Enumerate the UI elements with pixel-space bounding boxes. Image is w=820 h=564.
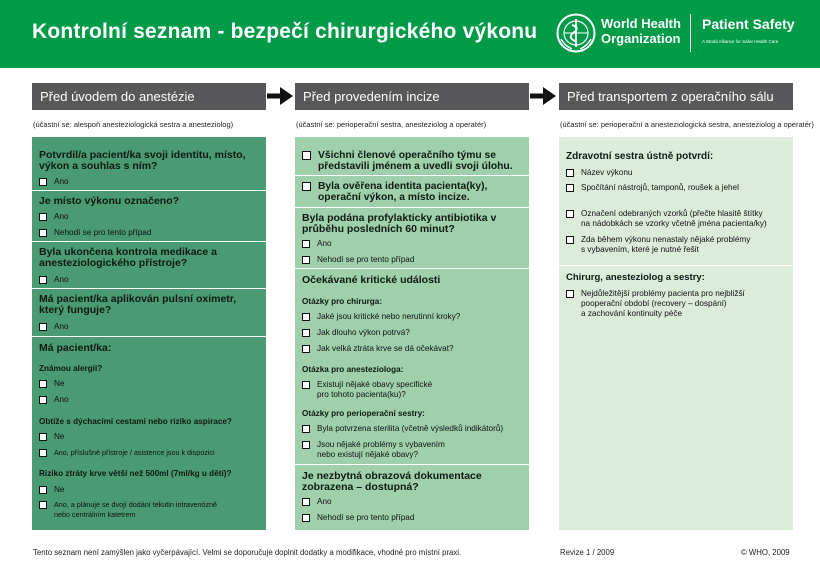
divider bbox=[295, 207, 529, 208]
option-allergy-no[interactable]: Ne bbox=[39, 379, 260, 389]
question-patient-has: Má pacient/ka: bbox=[39, 342, 112, 354]
divider bbox=[32, 190, 266, 191]
option-patient-concerns[interactable]: Existují nějaké obavy specifické pro tohoto pacienta(ku)? bbox=[302, 380, 523, 400]
phase-bar-before-incision: Před provedením incize bbox=[295, 83, 529, 110]
subquestion-blood-loss: Riziko ztráty krve větší než 500ml (7ml/kg u dětí)? bbox=[39, 469, 232, 478]
arrow-right-icon bbox=[530, 86, 556, 106]
checkbox-icon[interactable] bbox=[39, 178, 47, 186]
divider bbox=[32, 288, 266, 289]
option-instrument-count[interactable]: Spočítání nástrojů, tamponů, roušek a jehel bbox=[566, 183, 787, 193]
checkbox-icon[interactable] bbox=[39, 229, 47, 237]
patient-safety-subtitle: A World Alliance for Safer Health Care bbox=[702, 39, 779, 44]
option-equipment-problems[interactable]: Zda během výkonu nenastaly nějaké problémy s vybavením, které je nutné řešit bbox=[566, 235, 787, 255]
divider bbox=[295, 268, 529, 269]
question-imaging: Je nezbytná obrazová dokumentace zobrazena – dostupná? bbox=[302, 470, 482, 493]
option-equipment-issues[interactable]: Jsou nějaké problémy s vybavením nebo existují nějaké obavy? bbox=[302, 440, 523, 460]
patient-safety-title: Patient Safety bbox=[702, 16, 795, 32]
phase-bar-before-anesthesia: Před úvodem do anestézie bbox=[32, 83, 266, 110]
divider bbox=[295, 464, 529, 465]
option-site-na[interactable]: Nehodí se pro tento případ bbox=[39, 228, 260, 238]
heading-nurse-confirms: Zdravotní sestra ústně potvrdí: bbox=[566, 151, 714, 162]
checkbox-icon[interactable] bbox=[39, 501, 47, 509]
header-divider bbox=[690, 14, 691, 52]
option-blood-loss[interactable]: Jak velká ztráta krve se dá očekávat? bbox=[302, 344, 523, 354]
checkbox-icon[interactable] bbox=[302, 345, 310, 353]
subheading-surgeon: Otázky pro chirurga: bbox=[302, 297, 383, 306]
option-sterility[interactable]: Byla potvrzena sterilita (včetně výsledků indikátorů) bbox=[302, 424, 523, 434]
checkbox-icon[interactable] bbox=[566, 184, 574, 192]
divider bbox=[295, 175, 529, 176]
checkbox-icon[interactable] bbox=[566, 210, 574, 218]
participants-col1: (účastní se: alespoň anesteziologická sestra a anesteziolog) bbox=[33, 120, 234, 129]
question-identity-confirmed[interactable]: Byla ověřena identita pacienta(ky), operační výkon, a místo incize. bbox=[302, 181, 523, 203]
header-banner bbox=[0, 0, 820, 68]
footer-revision: Revize 1 / 2009 bbox=[560, 548, 615, 557]
who-name: World Health Organization bbox=[601, 16, 681, 46]
checkbox-icon[interactable] bbox=[302, 256, 310, 264]
option-duration[interactable]: Jak dlouho výkon potrvá? bbox=[302, 328, 523, 338]
footer-copyright: © WHO, 2009 bbox=[741, 548, 790, 557]
checkbox-icon[interactable] bbox=[39, 323, 47, 331]
subheading-anesthesiologist: Otázka pro anesteziologa: bbox=[302, 365, 404, 374]
checkbox-icon[interactable] bbox=[566, 290, 574, 298]
checkbox-icon[interactable] bbox=[566, 236, 574, 244]
phase-bar-before-transport: Před transportem z operačního sálu bbox=[559, 83, 793, 110]
question-pulse-oximeter: Má pacient/ka aplikován pulsní oximetr, který funguje? bbox=[39, 293, 237, 316]
subheading-nurses: Otázky pro perioperační sestry: bbox=[302, 409, 425, 418]
checkbox-icon[interactable] bbox=[39, 213, 47, 221]
checkbox-icon[interactable] bbox=[39, 380, 47, 388]
subquestion-airway: Obtíže s dýchacími cestami nebo riziko aspirace? bbox=[39, 417, 232, 426]
checkbox-icon[interactable] bbox=[302, 240, 310, 248]
divider bbox=[32, 336, 266, 337]
option-allergy-yes[interactable]: Ano bbox=[39, 395, 260, 405]
option-oximeter-yes[interactable]: Ano bbox=[39, 322, 260, 332]
option-airway-yes[interactable]: Ano, příslušné přístroje / asistence jsou k dispozici bbox=[39, 448, 260, 458]
checkbox-icon[interactable] bbox=[302, 498, 310, 506]
question-antibiotics: Byla podána profylakticky antibiotika v průběhu posledních 60 minut? bbox=[302, 212, 497, 235]
option-blood-loss-no[interactable]: Ne bbox=[39, 485, 260, 495]
checkbox-icon[interactable] bbox=[302, 151, 311, 160]
option-site-yes[interactable]: Ano bbox=[39, 212, 260, 222]
checkbox-icon[interactable] bbox=[302, 441, 310, 449]
checkbox-icon[interactable] bbox=[39, 396, 47, 404]
checkbox-icon[interactable] bbox=[302, 381, 310, 389]
divider bbox=[559, 265, 793, 266]
subquestion-allergy: Známou alergii? bbox=[39, 364, 103, 373]
who-emblem-icon bbox=[556, 13, 596, 53]
option-specimen-labeling[interactable]: Označení odebraných vzorků (přečte hlasitě štítky na nádobkách se vzorky včetně jména pacienta/ky) bbox=[566, 209, 787, 229]
question-medication-check: Byla ukončena kontrola medikace a anesteziologického přístroje? bbox=[39, 246, 217, 269]
arrow-right-icon bbox=[267, 86, 293, 106]
option-airway-no[interactable]: Ne bbox=[39, 432, 260, 442]
panel-before-anesthesia bbox=[32, 137, 266, 530]
checkbox-icon[interactable] bbox=[302, 182, 311, 191]
heading-surgeon-anesthesiologist-nurses: Chirurg, anesteziolog a sestry: bbox=[566, 272, 705, 283]
option-procedure-name[interactable]: Název výkonu bbox=[566, 168, 787, 178]
question-team-introduced[interactable]: Všichni členové operačního týmu se představili jménem a uvedli svoji úlohu. bbox=[302, 150, 523, 172]
question-site-marked: Je místo výkonu označeno? bbox=[39, 195, 180, 207]
heading-critical-events: Očekávané kritické události bbox=[302, 274, 441, 286]
checkbox-icon[interactable] bbox=[302, 425, 310, 433]
checkbox-icon[interactable] bbox=[39, 486, 47, 494]
option-antibiotics-na[interactable]: Nehodí se pro tento případ bbox=[302, 255, 523, 265]
checkbox-icon[interactable] bbox=[566, 169, 574, 177]
checkbox-icon[interactable] bbox=[302, 313, 310, 321]
option-identity-yes[interactable]: Ano bbox=[39, 177, 260, 187]
option-recovery-concerns[interactable]: Nejdůležitější problémy pacienta pro nejbližší pooperační období (recovery – dospání) a zachování kontinuity péče bbox=[566, 289, 787, 319]
option-antibiotics-yes[interactable]: Ano bbox=[302, 239, 523, 249]
option-imaging-yes[interactable]: Ano bbox=[302, 497, 523, 507]
checkbox-icon[interactable] bbox=[39, 276, 47, 284]
checkbox-icon[interactable] bbox=[302, 514, 310, 522]
question-identity: Potvrdil/a pacient/ka svoji identitu, místo, výkon a souhlas s ním? bbox=[39, 149, 246, 172]
participants-col3: (účastní se: perioperační a anesteziologická sestra, anesteziolog a operatér) bbox=[560, 120, 814, 129]
page-title: Kontrolní seznam - bezpečí chirurgického výkonu bbox=[32, 20, 538, 43]
checkbox-icon[interactable] bbox=[39, 433, 47, 441]
option-medication-yes[interactable]: Ano bbox=[39, 275, 260, 285]
panel-before-transport bbox=[559, 137, 793, 530]
option-imaging-na[interactable]: Nehodí se pro tento případ bbox=[302, 513, 523, 523]
option-blood-loss-yes[interactable]: Ano, a plánuje se dvojí dodání tekutin intravenózně nebo centrálním katetrem bbox=[39, 500, 260, 520]
divider bbox=[32, 241, 266, 242]
participants-col2: (účastní se: perioperační sestra, anesteziolog a operatér) bbox=[296, 120, 487, 129]
checkbox-icon[interactable] bbox=[302, 329, 310, 337]
panel-before-incision bbox=[295, 137, 529, 530]
footer-note: Tento seznam není zamýšlen jako vyčerpávající. Velmi se doporučuje doplnit dodatky a modifikace, vhodné pro místní praxi. bbox=[33, 548, 462, 557]
option-critical-steps[interactable]: Jaké jsou kritické nebo nerutinní kroky? bbox=[302, 312, 523, 322]
checkbox-icon[interactable] bbox=[39, 449, 47, 457]
